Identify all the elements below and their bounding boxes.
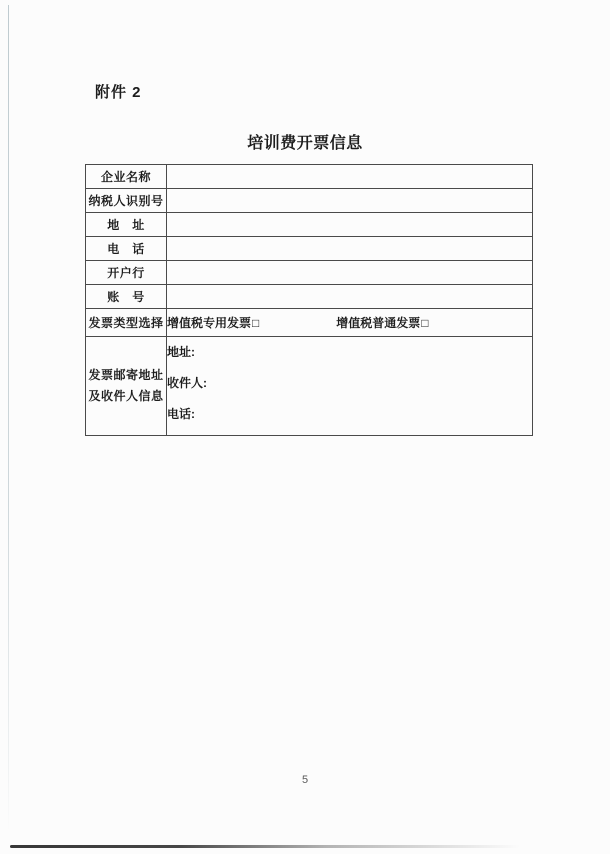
table-row: [86, 165, 533, 189]
attachment-label: 附件 2: [95, 84, 142, 101]
row-value-company-name: [167, 165, 533, 189]
row-label-company-name: 企业名称: [86, 165, 167, 189]
mailing-recipient-field-label: 收件人:: [167, 376, 207, 390]
page-title: 培训费开票信息: [247, 135, 363, 152]
invoice-type-options-cell: [167, 309, 533, 337]
vat-general-invoice-label: 增值税普通发票: [336, 316, 421, 330]
row-label-phone: 电 话: [86, 237, 167, 261]
row-label-bank: 开户行: [86, 261, 167, 285]
mailing-phone-field-label: 电话:: [167, 407, 195, 421]
mailing-info-cell: [167, 337, 533, 436]
row-label-invoice-type: 发票类型选择: [86, 309, 167, 337]
mailing-info-row: [86, 337, 533, 436]
page-number: 5: [301, 774, 309, 786]
scan-shadow-bottom: [10, 845, 520, 848]
mailing-label-line2: 及收件人信息: [88, 389, 164, 403]
vat-special-invoice-option: [167, 316, 259, 330]
table-row: [86, 213, 533, 237]
row-value-address: [167, 213, 533, 237]
row-label-mailing-info: [86, 337, 167, 436]
row-value-phone: [167, 237, 533, 261]
vat-special-invoice-checkbox[interactable]: □: [252, 316, 260, 330]
row-label-address: 地 址: [86, 213, 167, 237]
vat-general-invoice-checkbox[interactable]: □: [421, 316, 429, 330]
vat-special-invoice-label: 增值税专用发票: [167, 316, 252, 330]
row-value-taxpayer-id: [167, 189, 533, 213]
vat-general-invoice-option: [336, 316, 428, 330]
mailing-label-line1: 发票邮寄地址: [88, 368, 164, 382]
mailing-address-field-label: 地址:: [167, 345, 195, 359]
invoice-type-row: [86, 309, 533, 337]
row-label-taxpayer-id: 纳税人识别号: [86, 189, 167, 213]
table-row: [86, 237, 533, 261]
invoice-info-table: [85, 164, 533, 436]
row-value-account-number: [167, 285, 533, 309]
row-value-bank: [167, 261, 533, 285]
table-row: [86, 285, 533, 309]
table-row: [86, 261, 533, 285]
row-label-account-number: 账 号: [86, 285, 167, 309]
table-row: [86, 189, 533, 213]
